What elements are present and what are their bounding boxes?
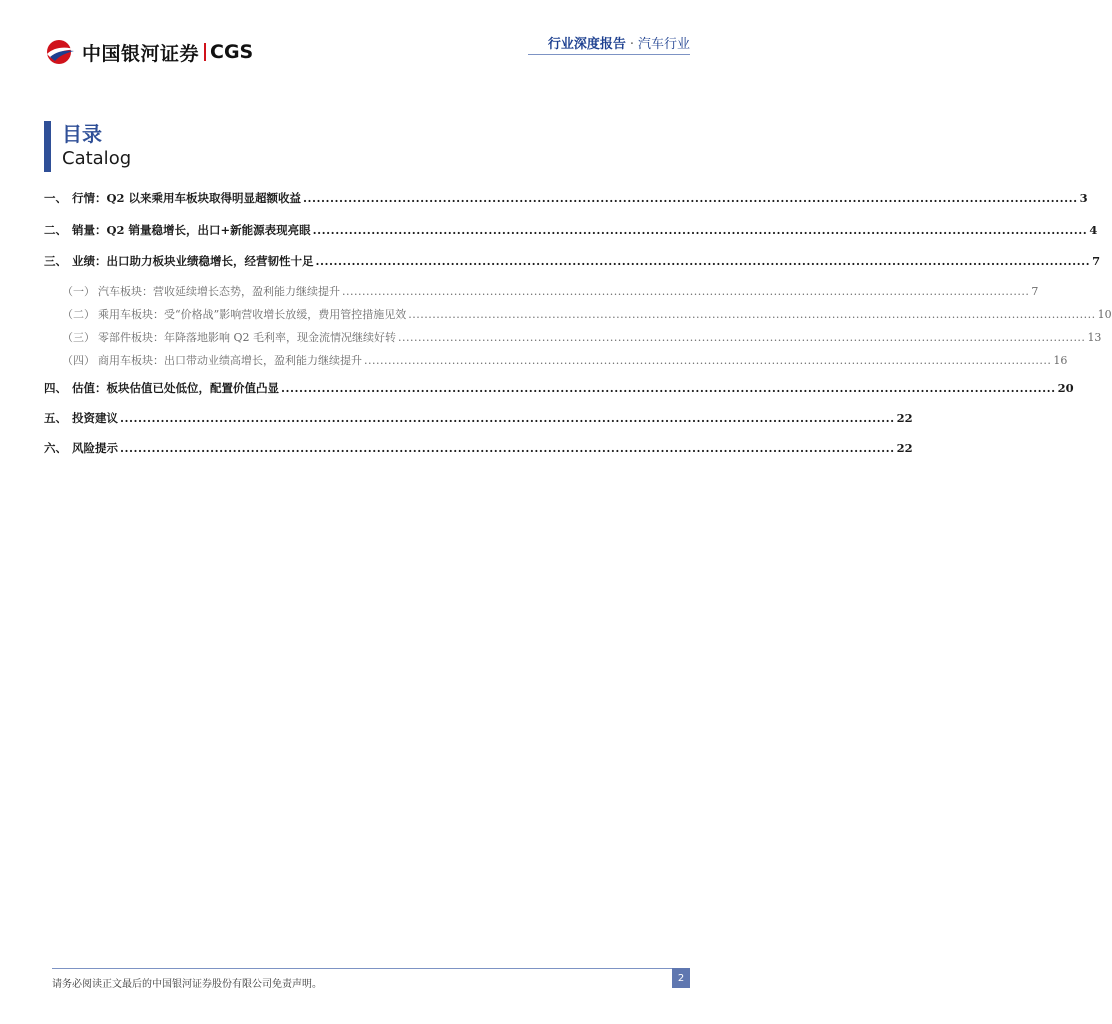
- toc-page: 16: [1053, 354, 1068, 367]
- toc-text: 商用车板块：出口带动业绩高增长，盈利能力继续提升: [98, 354, 362, 367]
- toc-text: 投资建议: [72, 411, 118, 425]
- toc-text: 风险提示: [72, 441, 118, 455]
- toc-subentry[interactable]: [62, 329, 1102, 345]
- galaxy-logo-icon: [44, 38, 78, 66]
- toc-entry[interactable]: [44, 380, 1074, 396]
- toc-page: 13: [1087, 331, 1102, 344]
- report-header: [548, 33, 690, 52]
- toc-leader: ............................................................................................................................................................................: [398, 331, 1086, 344]
- toc-entry[interactable]: [44, 190, 1088, 206]
- toc-text: 销量：Q2 销量稳增长，出口+新能源表现亮眼: [72, 223, 311, 237]
- toc-text: 行情：Q2 以来乘用车板块取得明显超额收益: [72, 191, 302, 205]
- toc-number: （二）: [62, 308, 95, 321]
- toc-leader: ............................................................................................................................................................................: [408, 308, 1096, 321]
- toc-leader: ............................................................................................................................................................................: [281, 381, 1056, 395]
- toc-number: （四）: [62, 354, 95, 367]
- logo-cgs: CGS: [210, 41, 254, 63]
- toc-number: 五、: [44, 411, 67, 425]
- toc-page: 20: [1057, 381, 1074, 395]
- toc-page: 4: [1089, 223, 1098, 237]
- page-subtitle: Catalog: [62, 148, 132, 169]
- industry-name: 汽车行业: [637, 37, 690, 52]
- page-title: 目录: [62, 122, 102, 146]
- toc-page: 3: [1079, 191, 1088, 205]
- toc-text: 估值：板块估值已处低位，配置价值凸显: [72, 381, 279, 395]
- page-number: 2: [672, 968, 690, 988]
- toc-page: 22: [896, 411, 913, 425]
- toc-subentry[interactable]: [62, 306, 1112, 322]
- toc-leader: ............................................................................................................................................................................: [120, 411, 895, 425]
- toc-page: 7: [1031, 285, 1039, 298]
- toc-subentry[interactable]: [62, 283, 1039, 299]
- toc-entry[interactable]: [44, 222, 1098, 238]
- toc-leader: ............................................................................................................................................................................: [303, 191, 1078, 205]
- toc-leader: ............................................................................................................................................................................: [315, 254, 1091, 268]
- toc-number: 六、: [44, 441, 67, 455]
- toc-number: 一、: [44, 191, 67, 205]
- toc-number: （三）: [62, 331, 95, 344]
- toc-leader: ............................................................................................................................................................................: [342, 285, 1030, 298]
- toc-entry[interactable]: [44, 440, 913, 456]
- toc-number: （一）: [62, 285, 95, 298]
- report-type: 行业深度报告: [547, 37, 626, 52]
- toc-page: 22: [896, 441, 913, 455]
- toc-page: 10: [1097, 308, 1112, 321]
- toc-text: 业绩：出口助力板块业绩稳增长，经营韧性十足: [72, 254, 314, 268]
- title-accent-bar: [44, 121, 51, 172]
- toc-leader: ............................................................................................................................................................................: [120, 441, 895, 455]
- disclaimer-note: 请务必阅读正文最后的中国银河证券股份有限公司免责声明。: [52, 979, 322, 990]
- header-separator: ·: [629, 37, 634, 52]
- toc-text: 乘用车板块：受“价格战”影响营收增长放缓，费用管控措施见效: [98, 308, 407, 321]
- logo-separator: [204, 43, 206, 61]
- toc-number: 三、: [44, 254, 67, 268]
- toc-entry[interactable]: [44, 253, 1101, 269]
- logo-text: 中国银河证券: [82, 42, 200, 65]
- toc-number: 四、: [44, 381, 67, 395]
- toc-number: 二、: [44, 223, 67, 237]
- toc-entry[interactable]: [44, 410, 913, 426]
- toc-leader: ............................................................................................................................................................................: [312, 223, 1088, 237]
- header-divider: [528, 54, 690, 55]
- toc-text: 零部件板块：年降落地影响 Q2 毛利率，现金流情况继续好转: [98, 331, 397, 344]
- footer-divider: [52, 968, 690, 969]
- toc-subentry[interactable]: [62, 352, 1068, 368]
- toc-page: 7: [1092, 254, 1101, 268]
- toc-leader: ............................................................................................................................................................................: [364, 354, 1052, 367]
- toc-text: 汽车板块：营收延续增长态势，盈利能力继续提升: [98, 285, 340, 298]
- company-logo: [44, 38, 253, 66]
